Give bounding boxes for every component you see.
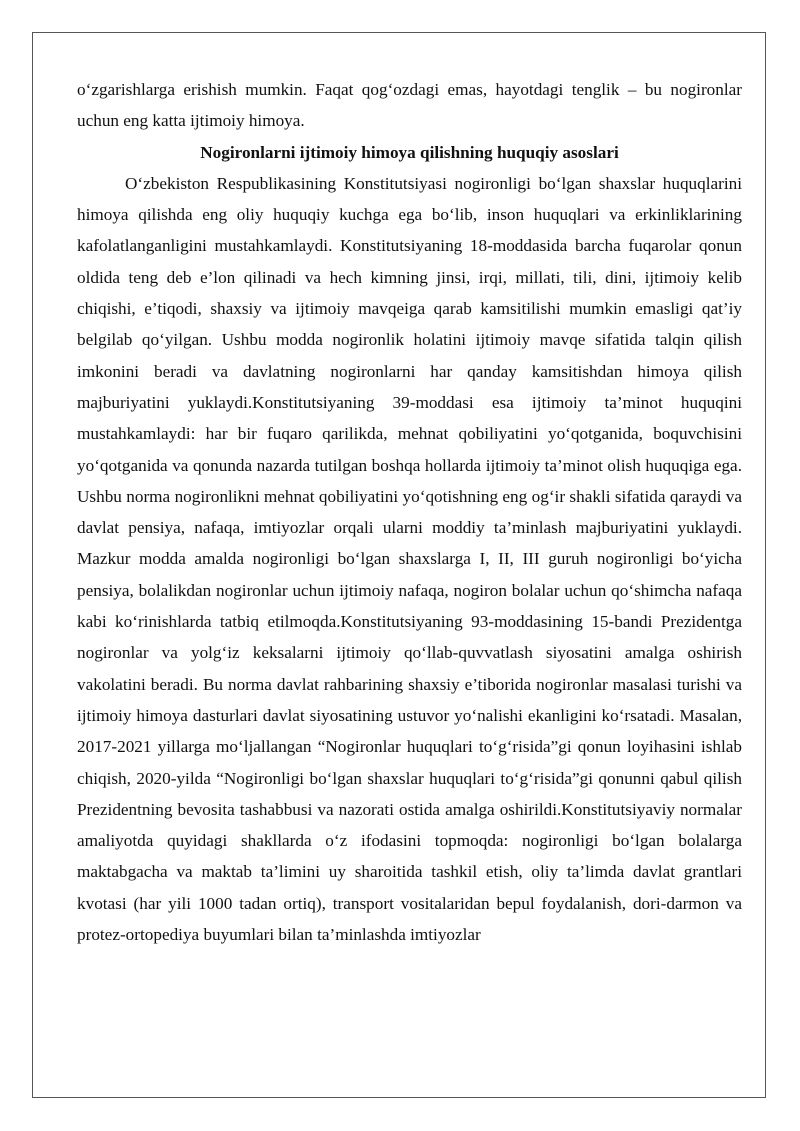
body-paragraph: O‘zbekiston Respublikasining Konstitutsiyasi nogironligi bo‘lgan shaxslar huquqlarini himoya qilishda eng oliy huquqiy kuchga ega bo‘lib, inson huquqlari va erkinliklarining kafolatlanganligini mustahkamlaydi. Konstitutsiyaning 18-moddasida barcha fuqarolar qonun oldida teng deb e’lon qilinadi va hech kimning jinsi, irqi, millati, tili, dini, ijtimoiy kelib chiqishi, e’tiqodi, shaxsiy va ijtimoiy mavqeiga qarab kamsitilishi mumkin emasligi qat’iy belgilab qo‘yilgan. Ushbu modda nogironlik holatini ijtimoiy mavqe sifatida talqin qilish imkonini beradi va davlatning nogironlarni har qanday kamsitishdan himoya qilish majburiyatini yuklaydi.Konstitutsiyaning 39-moddasi esa ijtimoiy ta’minot huquqini mustahkamlaydi: har bir fuqaro qarilikda, mehnat qobiliyatini yo‘qotganida, boquvchisini yo‘qotganida va qonunda nazarda tutilgan boshqa hollarda ijtimoiy ta’minot olish huquqiga ega. Ushbu norma nogironlikni mehnat qobiliyatini yo‘qotishning eng og‘ir shakli sifatida qaraydi va davlat pensiya, nafaqa, imtiyozlar orqali ularni moddiy ta’minlash majburiyatini yuklaydi. Mazkur modda amalda nogironligi bo‘lgan shaxslarga I, II, III guruh nogironligi bo‘yicha pensiya, bolalikdan nogironlar uchun ijtimoiy nafaqa, nogiron bolalar uchun qo‘shimcha nafaqa kabi ko‘rinishlarda tatbiq etilmoqda.Konstitutsiyaning 93-moddasining 15-bandi Prezidentga nogironlar va yolg‘iz keksalarni ijtimoiy qo‘llab-quvvatlash siyosatini amalga oshirish vakolatini beradi. Bu norma davlat rahbarining shaxsiy e’tiborida nogironlar masalasi turishi va ijtimoiy himoya dasturlari davlat siyosatining ustuvor yo‘nalishi ekanligini ko‘rsatadi. Masalan, 2017-2021 yillarga mo‘ljallangan “Nogironlar huquqlari to‘g‘risida”gi qonun loyihasini ishlab chiqish, 2020-yilda “Nogironligi bo‘lgan shaxslar huquqlari to‘g‘risida”gi qonunni qabul qilish Prezidentning bevosita tashabbusi va nazorati ostida amalga oshirildi.Konstitutsiyaviy normalar amaliyotda quyidagi shakllarda o‘z ifodasini topmoqda: nogironligi bo‘lgan bolalarga maktabgacha va maktab ta’limini uy sharoitida tashkil etish, oliy ta’limda davlat grantlari kvotasi (har yili 1000 tadan ortiq), transport vositalaridan bepul foydalanish, dori-darmon va protez-ortopediya buyumlari bilan ta’minlashda imtiyozlar [77, 173, 742, 945]
continuation-paragraph: o‘zgarishlarga erishish mumkin. Faqat qog‘ozdagi emas, hayotdagi tenglik – bu nogironlar uchun eng katta ijtimoiy himoya. [77, 80, 742, 131]
document-body [77, 74, 742, 950]
section-heading: Nogironlarni ijtimoiy himoya qilishning huquqiy asoslari [200, 142, 619, 162]
